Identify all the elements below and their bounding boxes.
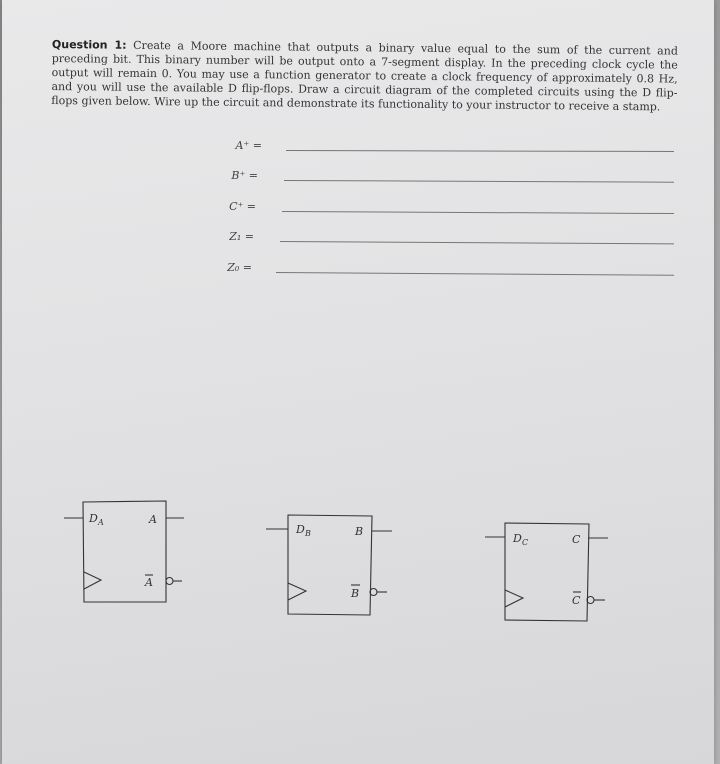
flipflop-a-d-label: D <box>89 512 98 525</box>
flipflop-a <box>64 501 184 602</box>
equation-label-c: C⁺ = <box>229 200 256 213</box>
flipflop-a-q-label: A <box>149 513 157 526</box>
flipflop-c-qbar-label: C <box>572 594 581 607</box>
flipflop-b-d-label: D <box>296 523 305 536</box>
flipflop-b-inversion-bubble <box>370 589 377 596</box>
flipflop-b-d-subscript: B <box>305 529 311 538</box>
flipflop-a-clock-marker <box>84 572 101 589</box>
flipflop-c-q-label: C <box>572 533 581 546</box>
flipflop-c-d-label: D <box>513 532 522 545</box>
question-body: Create a Moore machine that outputs a binary value equal to the sum of the current and preceding bit. This binary number will be output onto a 7-segment display. In the preceding clock cycle the output will remain 0. You may use a function generator to create a clock frequency of approximately 0.8 Hz, and you will use the available D flip-flops. Draw a circuit diagram of the completed circuits using the D flip-flops given below. Wire up the circuit and demonstrate its functionality to your instructor to receive a stamp. <box>51 38 678 114</box>
equation-label-z1: Z₁ = <box>229 230 254 243</box>
flipflop-b-qbar-label: B <box>351 587 360 600</box>
equation-label-a: A⁺ = <box>235 139 262 152</box>
flipflop-c-d-subscript: C <box>522 538 529 547</box>
flipflop-c <box>485 523 608 621</box>
equation-label-z0: Z₀ = <box>227 261 252 274</box>
flipflop-a-qbar-label: A <box>145 576 153 589</box>
flipflop-b-q-label: B <box>355 525 364 538</box>
flipflop-c-clock-marker <box>505 590 523 607</box>
flipflop-c-inversion-bubble <box>587 597 594 604</box>
flipflop-b <box>266 515 392 615</box>
flipflop-b-clock-marker <box>288 583 306 600</box>
flipflop-a-inversion-bubble <box>166 578 173 585</box>
question-heading: Question 1: <box>51 38 127 52</box>
flipflop-a-d-subscript: A <box>98 518 104 527</box>
equation-label-b: B⁺ = <box>231 169 258 182</box>
